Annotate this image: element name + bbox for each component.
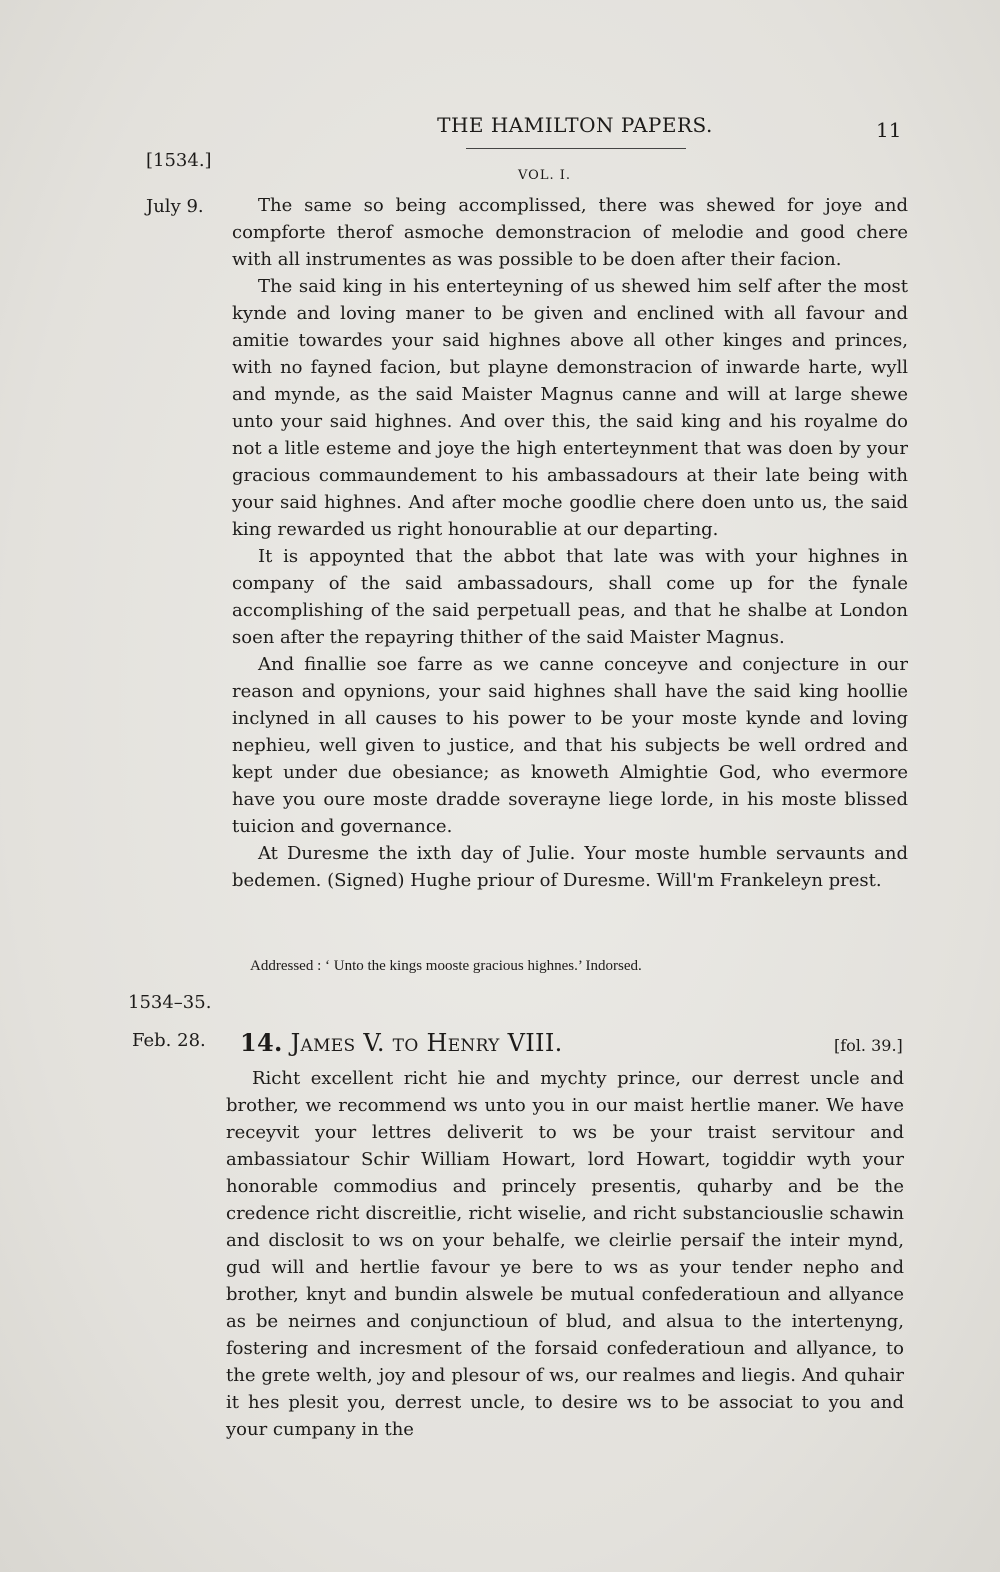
margin-year-1534: [1534.]: [146, 150, 212, 171]
addressed-note: Addressed : ‘ Unto the kings mooste gracious highnes.’ Indorsed.: [250, 958, 642, 974]
paragraph: It is appoynted that the abbot that late was with your highnes in company of the said ambassadours, shall come up for the fynale accomplishing of the said perpetuall peas, and that he shalbe at London soen after the repayring thither of the said Maister Magnus.: [232, 546, 908, 648]
page-number: 11: [876, 118, 902, 142]
margin-year-1534-35: 1534–35.: [128, 992, 212, 1013]
paragraph: At Duresme the ixth day of Julie. Your moste humble servaunts and bedemen. (Signed) Hughe priour of Duresme. Will'm Frankeleyn prest.: [232, 843, 908, 891]
letter-title: James V. to Henry VIII.: [290, 1029, 563, 1057]
paragraph: Richt excellent richt hie and mychty prince, our derrest uncle and brother, we recommend ws unto you in our maist hertlie maner. We have receyvit your lettres deliverit to ws be your traist servitour and ambassiatour Schir William Howart, lord Howart, togiddir wyth your honorable commodius and princely presentis, quharby and be the credence richt discreitlie, richt wiselie, and richt substanciouslie schawin and disclosit to ws on your behalfe, we cleirlie persaif the inteir mynd, gud will and hertlie favour ye bere to ws as your tender nepho and brother, knyt and bundin alswele be mutual confederatioun and allyance as be neirnes and conjunctioun of blud, and alsua to the intertenyng, fostering and incresment of the forsaid confederatioun and allyance, to the grete welth, joy and plesour of ws, our realmes and liegis. And quhair it hes plesit you, derrest uncle, to desire ws to be associat to you and your cumpany in the: [226, 1068, 904, 1440]
letter-number: 14.: [240, 1028, 283, 1057]
letter-heading: [240, 1028, 563, 1057]
margin-date-july-9: July 9.: [146, 196, 204, 217]
folio-reference: [fol. 39.]: [834, 1036, 903, 1055]
letter-body-section-2: [226, 1065, 904, 1443]
volume-label: VOL. I.: [518, 168, 571, 183]
paragraph: The said king in his enterteyning of us shewed him self after the most kynde and loving maner to be given and enclined with all favour and amitie towardes your said highnes above all other kinges and princes, with no fayned facion, but playne demonstracion of inwarde harte, wyll and mynde, as the said Maister Magnus canne and will at large shewe unto your said highnes. And over this, the said king and his royalme do not a litle esteme and joye the high enterteynment that was doen by your gracious commaundement to his ambassadours at their late being with your said highnes. And after moche goodlie chere doen unto us, the said king rewarded us right honourablie at our departing.: [232, 276, 908, 540]
paragraph: The same so being accomplissed, there was shewed for joye and compforte therof asmoche demonstracion of melodie and good chere with all instrumentes as was possible to be doen after their facion.: [232, 195, 908, 270]
letter-body-section-1: [232, 192, 908, 894]
margin-date-feb-28: Feb. 28.: [132, 1030, 206, 1051]
paragraph: And finallie soe farre as we canne conceyve and conjecture in our reason and opynions, your said highnes shall have the said king hoollie inclyned in all causes to his power to be your moste kynde and loving nephieu, well given to justice, and that his subjects be well ordred and kept under due obesiance; as knoweth Almightie God, who evermore have you oure moste dradde soverayne liege lorde, in his moste blissed tuicion and governance.: [232, 654, 908, 837]
title-rule: [466, 148, 686, 149]
running-title: THE HAMILTON PAPERS.: [437, 113, 713, 137]
